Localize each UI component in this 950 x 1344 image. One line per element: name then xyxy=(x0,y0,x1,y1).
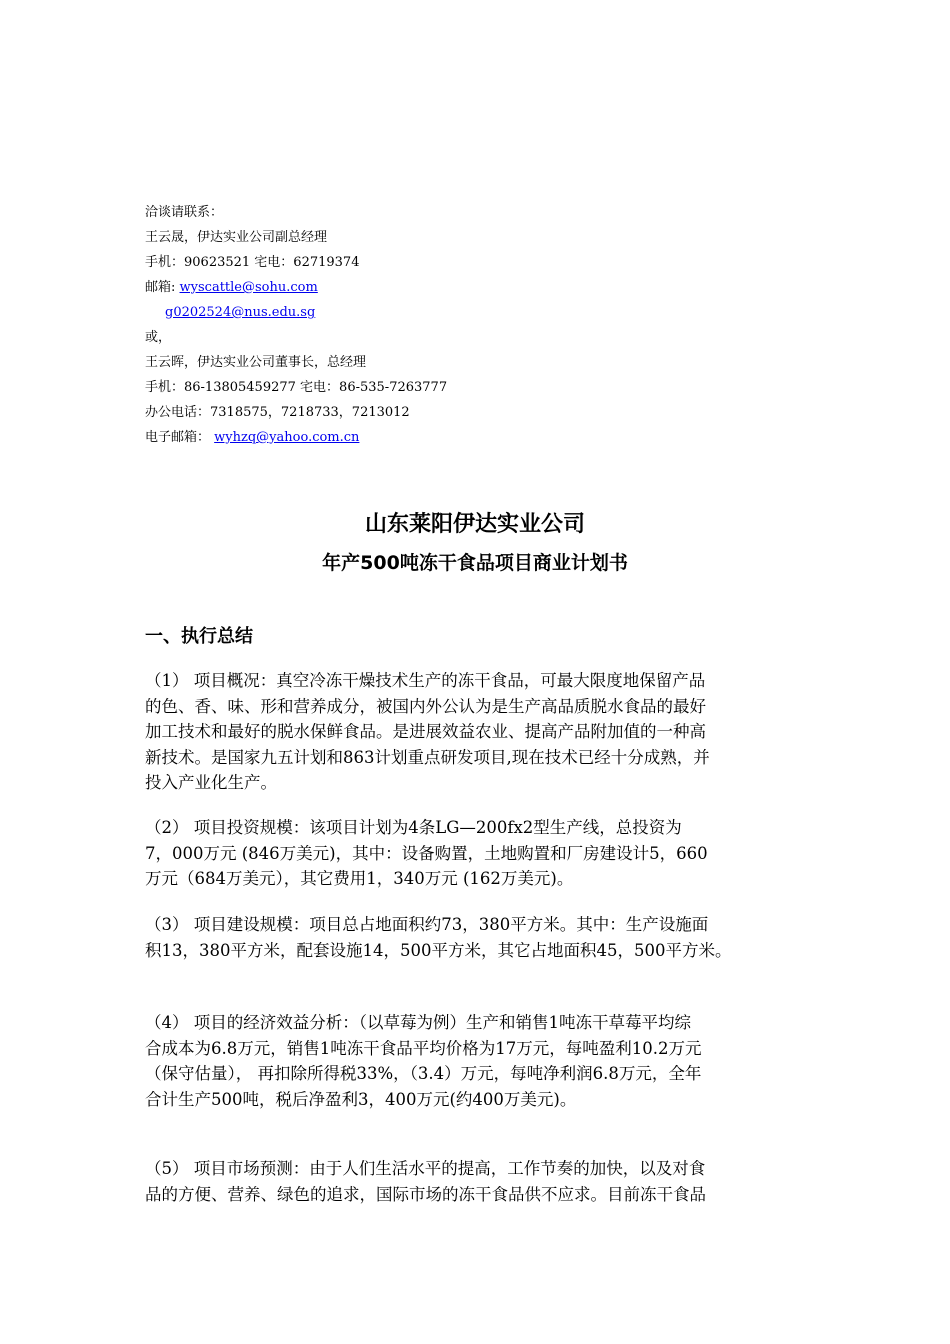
paragraph-line: 合成本为6.8万元，销售1吨冻干食品平均价格为17万元，每吨盈利10.2万元 xyxy=(145,1038,702,1058)
paragraph-line: （4） 项目的经济效益分析：（以草莓为例）生产和销售1吨冻干草莓平均综 xyxy=(145,1013,691,1032)
paragraph-line: 合计生产500吨，税后净盈利3，400万元(约400万美元)。 xyxy=(145,1089,577,1109)
paragraph-market xyxy=(145,1156,810,1207)
contact-phone-1: 手机：90623521 宅电：62719374 xyxy=(145,255,360,270)
paragraph-line: 投入产业化生产。 xyxy=(145,773,277,792)
plan-title: 年产500吨冻干食品项目商业计划书 xyxy=(322,552,628,574)
paragraph-line: （5） 项目市场预测：由于人们生活水平的提高，工作节奏的加快，以及对食 xyxy=(145,1159,706,1178)
contact-person-2: 王云晖，伊达实业公司董事长，总经理 xyxy=(145,355,367,370)
contact-phone-2: 手机：86-13805459277 宅电：86-535-7263777 xyxy=(145,380,448,395)
contact-person-1: 王云晟，伊达实业公司副总经理 xyxy=(145,230,328,245)
paragraph-line: 积13，380平方米，配套设施14，500平方米，其它占地面积45，500平方米。 xyxy=(145,940,732,960)
paragraph-line: 的色、香、味、形和营养成分，被国内外公认为是生产高品质脱水食品的最好 xyxy=(145,696,706,716)
email-link-yahoo[interactable]: wyhzq@yahoo.com.cn xyxy=(214,430,360,445)
paragraph-line: （1） 项目概况：真空冷冻干燥技术生产的冻干食品，可最大限度地保留产品 xyxy=(145,671,706,690)
email-label: 邮箱: xyxy=(145,280,180,295)
section-heading: 一、执行总结 xyxy=(145,626,253,647)
paragraph-line: 加工技术和最好的脱水保鲜食品。是进展效益农业、提高产品附加值的一种高 xyxy=(145,722,706,741)
paragraph-line: 万元（684万美元），其它费用1，340万元 (162万美元)。 xyxy=(145,869,574,888)
paragraph-line: 新技术。是国家九五计划和863计划重点研发项目,现在技术已经十分成熟，并 xyxy=(145,747,710,767)
paragraph-overview xyxy=(145,668,810,796)
email-link-sohu[interactable]: wyscattle@sohu.com xyxy=(179,280,318,295)
paragraph-line: 7，000万元 (846万美元)，其中：设备购置，土地购置和厂房建设计5，660 xyxy=(145,843,708,863)
contact-or: 或， xyxy=(145,330,172,345)
paragraph-line: （2） 项目投资规模：该项目计划为4条LG—200fx2型生产线，总投资为 xyxy=(145,818,682,837)
contact-block xyxy=(145,200,805,450)
contact-email-row-3 xyxy=(145,425,805,450)
paragraph-line: 品的方便、营养、绿色的追求，国际市场的冻干食品供不应求。目前冻干食品 xyxy=(145,1184,706,1204)
contact-email-row xyxy=(145,275,805,300)
paragraph-economics xyxy=(145,1010,810,1112)
contact-heading: 洽谈请联系： xyxy=(145,205,224,220)
contact-email-row-2 xyxy=(145,300,805,325)
paragraph-line: （3） 项目建设规模：项目总占地面积约73，380平方米。其中：生产设施面 xyxy=(145,915,709,934)
contact-office-phone: 办公电话：7318575，7218733，7213012 xyxy=(145,405,410,420)
company-title: 山东莱阳伊达实业公司 xyxy=(364,512,585,537)
paragraph-scale xyxy=(145,912,810,963)
paragraph-line: （保守估量）， 再扣除所得税33%，（3.4）万元，每吨净利润6.8万元，全年 xyxy=(145,1064,702,1083)
paragraph-investment xyxy=(145,815,810,892)
email-link-nus[interactable]: g0202524@nus.edu.sg xyxy=(165,305,316,320)
email3-label: 电子邮箱： xyxy=(145,430,211,445)
